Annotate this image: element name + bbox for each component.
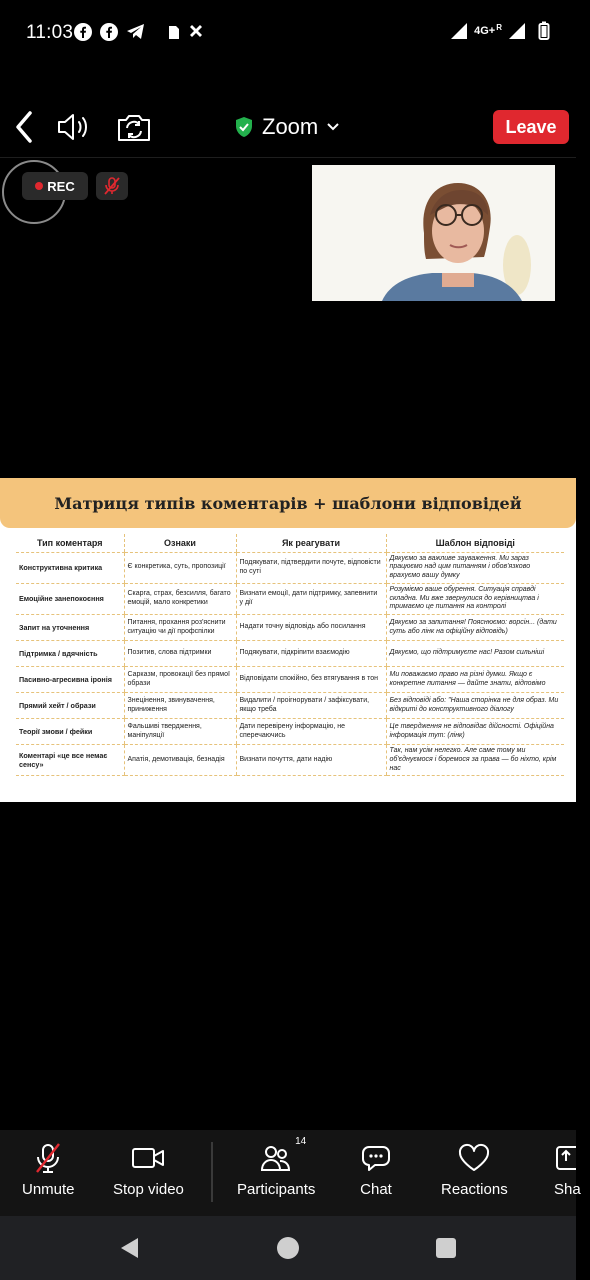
switch-camera-button[interactable] (116, 110, 152, 144)
table-cell: Питання, прохання роз'яснити ситуацію чи дії профспілки (124, 615, 236, 641)
column-header: Шаблон відповіді (386, 534, 564, 552)
meeting-title: Zoom (262, 114, 319, 139)
table-cell: Визнати почуття, дати надію (236, 745, 386, 776)
record-dot-icon (35, 182, 43, 190)
table-cell: Без відповіді або: "Наша сторінка не для образ. Ми відкриті до конструктивного діалогу (386, 693, 564, 719)
table-cell: Пасивно-агресивна іронія (16, 667, 124, 693)
table-cell: Розуміємо ваше обурення. Ситуація справді складна. Ми вже звернулися до керівництва і тримаємо це питання на контролі (386, 583, 564, 614)
table-cell: Коментарі «це все немає сенсу» (16, 745, 124, 776)
leave-button[interactable]: Leave (493, 110, 569, 144)
table-cell: Подякувати, підкріпити взаємодію (236, 641, 386, 667)
signal-icon (508, 22, 526, 40)
triangle-back-icon (118, 1236, 142, 1260)
table-cell: Позитив, слова підтримки (124, 641, 236, 667)
table-cell: Скарга, страх, безсилля, багато емоцій, мало конкретики (124, 583, 236, 614)
table-cell: Це твердження не відповідає дійсності. Офіційна інформація тут: (лінк) (386, 719, 564, 745)
share-icon (554, 1142, 590, 1174)
sim-icon (168, 24, 180, 40)
table-cell: Так, нам усім нелегко. Але саме тому ми об'єднуємося і боремося за права — бо ніхто, крім нас (386, 745, 564, 776)
camera-switch-icon (116, 110, 152, 144)
meeting-top-bar (0, 100, 576, 156)
table-cell: Фальшиві твердження, маніпуляції (124, 719, 236, 745)
mic-off-icon (103, 176, 121, 196)
participants-label: Participants (237, 1181, 316, 1198)
roaming-indicator: R (496, 22, 502, 32)
table-cell: Дякуємо за важливе зауваження. Ми зараз працюємо над цим питанням і обов'язково врахуємо вашу думку (386, 552, 564, 583)
table-row (16, 667, 564, 693)
table-cell: Надати точну відповідь або посилання (236, 615, 386, 641)
table-cell: Емоційне занепокоєння (16, 583, 124, 614)
chevron-down-icon (326, 122, 340, 132)
heart-icon (456, 1142, 492, 1174)
stop-video-button[interactable] (113, 1142, 184, 1198)
table-row (16, 693, 564, 719)
status-right (450, 21, 550, 41)
notification-icons (74, 23, 206, 41)
shield-check-icon (234, 116, 254, 138)
shared-screen-slide (0, 478, 576, 802)
table-row (16, 552, 564, 583)
app-notification-icon (188, 24, 206, 40)
audio-output-button[interactable] (56, 110, 92, 144)
participant-video-feed (312, 165, 555, 301)
reactions-label: Reactions (441, 1181, 508, 1198)
table-cell: Апатія, демотивація, безнадія (124, 745, 236, 776)
table-row (16, 583, 564, 614)
unmute-label: Unmute (22, 1181, 75, 1198)
recording-label: REC (47, 178, 75, 194)
column-header: Тип коментаря (16, 534, 124, 552)
speaker-icon (56, 110, 92, 144)
mic-off-icon (30, 1142, 66, 1174)
unmute-button[interactable] (22, 1142, 75, 1198)
status-bar (0, 0, 576, 66)
table-cell: Дякуємо, що підтримуєте нас! Разом сильніші (386, 641, 564, 667)
nav-home-button[interactable] (277, 1237, 299, 1259)
comments-matrix-table (16, 534, 564, 776)
facebook-icon (74, 23, 92, 41)
table-cell: Знецінення, звинувачення, приниження (124, 693, 236, 719)
table-cell: Дякуємо за запитання! Пояснюємо: ворсін... (дати суть або лінк на офіційну відповідь) (386, 615, 564, 641)
muted-indicator (96, 172, 128, 200)
signal-icon (450, 22, 468, 40)
table-cell: Конструктивна критика (16, 552, 124, 583)
share-label: Sha (554, 1181, 581, 1198)
table-row (16, 615, 564, 641)
table-row (16, 719, 564, 745)
video-camera-icon (130, 1142, 166, 1174)
meeting-info-button[interactable] (234, 112, 340, 142)
telegram-icon (126, 23, 146, 41)
chat-icon (358, 1142, 394, 1174)
table-header-row (16, 534, 564, 552)
participants-icon (258, 1136, 307, 1174)
stop-video-label: Stop video (113, 1181, 184, 1198)
status-time: 11:03 (26, 22, 74, 43)
facebook-icon (100, 23, 118, 41)
table-cell: Відповідати спокійно, без втягування в тон (236, 667, 386, 693)
column-header: Як реагувати (236, 534, 386, 552)
table-cell: Сарказм, провокації без прямої образи (124, 667, 236, 693)
share-button[interactable] (554, 1142, 590, 1198)
back-button[interactable] (10, 108, 38, 146)
chat-label: Chat (360, 1181, 392, 1198)
meeting-toolbar (0, 1130, 581, 1216)
table-cell: Подякувати, підтвердити почуте, відповісти по суті (236, 552, 386, 583)
recording-badge[interactable] (22, 172, 88, 200)
reactions-button[interactable] (441, 1142, 508, 1198)
top-bar-divider (0, 157, 576, 158)
battery-icon (538, 21, 550, 41)
table-cell: Видалити / проігнорувати / зафіксувати, якщо треба (236, 693, 386, 719)
participants-count: 14 (295, 1136, 307, 1147)
toolbar-divider (211, 1142, 213, 1202)
slide-header (0, 478, 576, 528)
participants-button[interactable] (237, 1136, 316, 1198)
table-cell: Визнати емоції, дати підтримку, запевнити у дії (236, 583, 386, 614)
table-row (16, 641, 564, 667)
nav-recents-button[interactable] (436, 1238, 456, 1258)
participant-video[interactable] (312, 165, 555, 301)
network-type: 4G+ (474, 25, 496, 37)
table-cell: Є конкретика, суть, пропозиції (124, 552, 236, 583)
chevron-left-icon (10, 108, 38, 146)
table-row (16, 745, 564, 776)
table-cell: Теорії змови / фейки (16, 719, 124, 745)
table-cell: Підтримка / вдячність (16, 641, 124, 667)
table-cell: Ми поважаємо право на різні думки. Якщо є конкретне питання — дайте знати, відповімо (386, 667, 564, 693)
column-header: Ознаки (124, 534, 236, 552)
slide-title: Матриця типів коментарів + шаблони відповідей (54, 493, 522, 513)
table-cell: Запит на уточнення (16, 615, 124, 641)
table-cell: Прямий хейт / образи (16, 693, 124, 719)
table-cell: Дати перевірену інформацію, не сперечаючись (236, 719, 386, 745)
chat-button[interactable] (358, 1142, 394, 1198)
system-nav-bar (0, 1216, 576, 1280)
nav-back-button[interactable] (118, 1236, 142, 1260)
